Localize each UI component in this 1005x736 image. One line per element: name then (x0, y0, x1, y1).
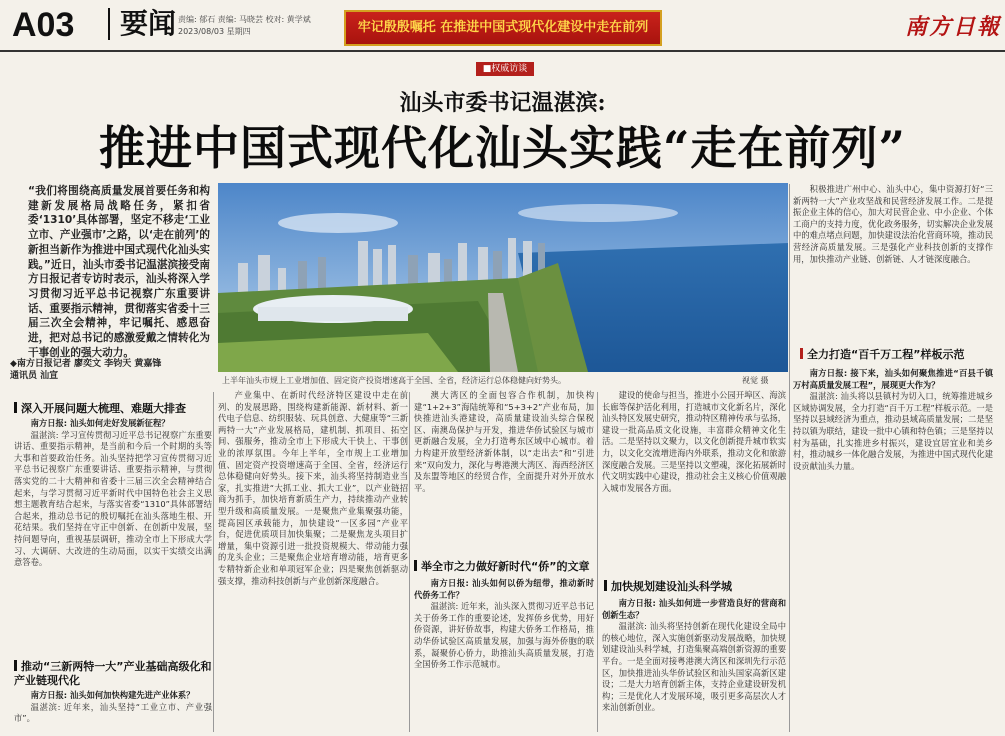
section-title-3-text: 举全市之力做好新时代“侨”的文章 (421, 560, 590, 573)
article-intro: “我们将围绕高质量发展首要任务和构建新发展格局战略任务，紧扣省委‘1310’具体部署，坚定不移走‘工业立市、产业强市’之路，以‘走在前列’的新担当新作为推进中国式现代化汕头实践。”近日，汕头市委书记温湛滨接受南方日报记者专访时表示，汕头将深入学习贯彻习近平总书记视察广东重要讲话、重要指示精神，贯彻落实省委十三届三次全会精神，牢记嘱托、感恩奋进，把对总书记的感激爱戴之情转化为干事创业的强大动力。 (28, 185, 210, 359)
column-3b (414, 578, 594, 734)
column-divider (409, 392, 410, 732)
title-bar (14, 402, 17, 413)
title-bar (800, 348, 803, 359)
section-title-5 (800, 348, 1000, 362)
byline: ◆南方日报记者 廖奕文 李钧天 黄嘉锋 通讯员 汕宣 (10, 359, 162, 381)
question: 南方日报: 汕头如何以侨为纽带，推动新时代侨务工作？ (414, 578, 594, 600)
paragraph: 温湛滨: 汕头将坚持创新在现代化建设全局中的核心地位，深入实施创新驱动发展战略，加快规划建设汕头科学城，打造集聚高端创新资源的重要平台。一是全面对接粤港澳大湾区和深圳先行示范区，加快推进汕头华侨试验区和汕头国家高新区建设；二是大力培育创新主体，支持企业建设研发机构；三是优化人才发展环境，吸引更多高层次人才来汕创新创业。 (602, 621, 786, 713)
editor-line: 责编: 郁石 责编: 马晓芸 校对: 黄学斌 (178, 15, 311, 24)
section-name: 要闻 (108, 8, 176, 40)
paragraph: 温湛滨: 近年来，汕头深入贯彻习近平总书记关于侨务工作的重要论述，发挥侨乡优势，用好侨资源，讲好侨故事，构建大侨务工作格局，推动华侨试验区高质量发展，加强与海外侨胞的联系，凝聚侨心侨力，助推汕头高质量发展，打造全国侨务工作示范城市。 (414, 601, 594, 670)
column-tag: ■权威访谈 (476, 62, 534, 76)
paragraph: 积极推进广州中心、汕头中心，集中资源打好“三新两特一大”产业攻坚战和民营经济发展工作。二是提振企业主体的信心，加大对民营企业、中小企业、个体工商户的支持力度，优化政务服务，切实解决企业发展中的难点堵点问题，加快建设法治化营商环境，推动民营经济高质量发展。三是强化产业科技创新的支撑作用，加快推动产业链、创新链、人才链深度融合。 (793, 184, 993, 264)
photo-credit: 视觉 摄 (742, 376, 769, 385)
article-subtitle: 汕头市委书记温湛滨: (399, 90, 606, 116)
section-title-4 (604, 580, 788, 594)
city-skyline-image (218, 183, 788, 372)
title-bar (414, 560, 417, 571)
date-line: 2023/08/03 星期四 (178, 27, 251, 36)
section-title-4-text: 加快规划建设汕头科学城 (611, 580, 732, 593)
question: 南方日报: 汕头如何加快构建先进产业体系？ (30, 690, 195, 700)
section-title-1-text: 深入开展问题大梳理、难题大排查 (21, 402, 186, 415)
column-divider (789, 184, 790, 732)
paragraph: 温湛滨: 学习宣传贯彻习近平总书记视察广东重要讲话、重要指示精神，是当前和今后一个时期的头等大事和首要政治任务。汕头坚持把学习宣传贯彻习近平总书记视察广东重要讲话、重要指示精神，与贯彻落实党的二十大精神和省委十三届三次全会精神结合起来，与学习贯彻习近平新时代中国特色社会主义思想主题教育结合起来，与落实省委“1310”具体部署结合起来，推动总书记的殷切嘱托在汕头落地生根、开花结果。我们坚持在守正中创新、在创新中发展，坚持问题导向，重视基层调研，推动全市上下形成大学习、大调研、大改进的生动局面，以实干实绩交出满意答卷。 (14, 429, 212, 568)
section-title-2-text: 推动“三新两特一大”产业基础高级化和产业链现代化 (14, 660, 212, 687)
column-4b (602, 598, 786, 734)
question: 南方日报: 汕头如何走好发展新征程？ (30, 418, 170, 428)
paragraph: 建设的使命与担当，推进小公园开埠区、海滨长廊等保护活化利用，打造城市文化新名片，深化汕头特区发展史研究，推动特区精神传承与弘扬，建设一批高品质文化设施，丰富群众精神文化生活。二是坚持以文聚力，以文化创新提升城市软实力，以文化交流增进海内外联系，推动文化和旅游深度融合发展。三是坚持以文塑魂，深化拓展新时代文明实践中心建设，推动社会主义核心价值观融入城市发展各方面。 (602, 390, 786, 493)
article-headline: 推进中国式现代化汕头实践“走在前列” (99, 121, 906, 175)
column-divider (597, 392, 598, 732)
column-divider (213, 392, 214, 732)
title-bar (14, 660, 17, 671)
section-title-1 (14, 402, 214, 416)
paragraph: 温湛滨: 近年来，汕头坚持“工业立市、产业强市”。 (14, 701, 212, 724)
section-title-3 (414, 560, 600, 574)
theme-banner: 牢记殷殷嘱托 在推进中国式现代化建设中走在前列 (344, 10, 662, 46)
section-title-5-text: 全力打造“百千万工程”样板示范 (807, 348, 965, 361)
photo-caption: 上半年汕头市规上工业增加值、固定资产投资增速高于全国、全省，经济运行总体稳健向好势头。 (222, 376, 566, 385)
city-photo (218, 183, 788, 372)
page-number: A03 (12, 6, 75, 44)
section-title-2 (14, 660, 214, 688)
column-3 (414, 390, 594, 558)
column-1b (14, 690, 212, 734)
column-4 (602, 390, 786, 576)
editor-credits (178, 14, 311, 38)
column-1 (14, 418, 212, 654)
question: 南方日报: 汕头如何进一步营造良好的营商和创新生态？ (602, 598, 786, 620)
newspaper-logo: 南方日報 (905, 14, 1002, 40)
column-2 (218, 390, 408, 734)
question: 南方日报: 接下来，汕头如何聚焦推进“百县千镇万村高质量发展工程”，展现更大作为？ (793, 368, 993, 390)
column-5a (793, 184, 993, 344)
paragraph: 温湛滨: 汕头将以县镇村为切入口，统筹推进城乡区域协调发展，全力打造“百千万工程”样板示范。一是坚持以县域经济为重点，推动县域高质量发展；二是坚持以镇为联结，建设一批中心镇和特色镇；三是坚持以村为基础，扎实推进乡村振兴，建设宜居宜业和美乡村，推动城乡一体化融合发展，为推进中国式现代化建设贡献汕头力量。 (793, 391, 993, 471)
masthead (0, 0, 1005, 52)
column-5b (793, 368, 993, 732)
title-bar (604, 580, 607, 591)
paragraph: 产业集中、在新时代经济特区建设中走在前列、的发展思路，围绕构建新能源、新材料、新一代电子信息、纺织服装、玩具创意、大健康等“三新两特一大”产业发展格局，建机制、抓项目、拓空间、强服务，推动全市上下形成大干快上、干事创业的浓厚氛围。今年上半年，全市规上工业增加值、固定资产投资增速高于全国、全省，经济运行总体稳健向好势头。接下来，汕头将坚持制造业当家，扎实推进“大抓工业、抓大工业”，以产业链招商为抓手，加快培育新质生产力，持续推动产业转型升级和高质量发展。一是聚焦产业集聚强功能，提高园区承载能力，加快建设“一区多园”产业平台，促进优质项目加快集聚；二是聚焦龙头项目扩增量，集中资源引进一批投资规模大、带动能力强的龙头企业；三是聚焦企业培育增动能，培育更多专精特新企业和单项冠军企业；四是聚焦创新驱动强支撑，推动科技创新与产业创新深度融合。 (218, 390, 408, 586)
paragraph: 澳大湾区的全面包容合作机制，加快构建“1+2+3”海陆统筹和“5+3+2”产业布局，加快推进汕头港建设，高质量建设汕头综合保税区、南澳岛保护与开发，推进华侨试验区与城市更新融合发展，全力打造粤东区域中心城市。着力构建开放型经济新体制，以“走出去”和“引进来”双向发力，深化与粤港澳大湾区、海西经济区及东盟等地区的经贸合作，全面提升对外开放水平。 (414, 390, 594, 493)
